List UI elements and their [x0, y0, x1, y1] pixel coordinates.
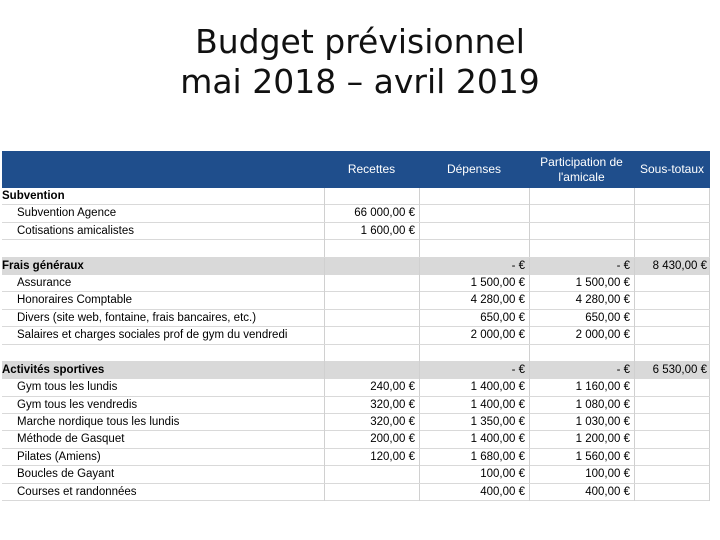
- cell-depenses: 1 500,00 €: [419, 275, 529, 292]
- cell-sous-total: [634, 275, 710, 292]
- row-label: [2, 240, 324, 257]
- cell-participation: [529, 240, 634, 257]
- table-header: [2, 151, 710, 188]
- header-sous-totaux: Sous-totaux: [639, 162, 705, 176]
- cell-recettes: [324, 240, 419, 257]
- row-label: [2, 345, 324, 362]
- cell-sous-total: 8 430,00 €: [634, 258, 710, 275]
- row-label: Gym tous les vendredis: [17, 398, 138, 411]
- title-line-2: mai 2018 – avril 2019: [180, 62, 540, 101]
- cell-recettes: 240,00 €: [324, 379, 419, 396]
- row-label: Subvention Agence: [17, 207, 117, 220]
- cell-participation: 1 030,00 €: [529, 414, 634, 431]
- header-recettes: Recettes: [347, 162, 396, 176]
- cell-sous-total: [634, 188, 710, 205]
- cell-recettes: 200,00 €: [324, 431, 419, 448]
- row-label: Cotisations amicalistes: [17, 224, 134, 237]
- row-label: Subvention: [2, 190, 65, 202]
- cell-depenses: 650,00 €: [419, 310, 529, 327]
- table-row: [2, 223, 710, 240]
- cell-participation: [529, 188, 634, 205]
- cell-depenses: - €: [419, 258, 529, 275]
- cell-recettes: [324, 466, 419, 483]
- cell-recettes: 320,00 €: [324, 397, 419, 414]
- cell-sous-total: [634, 397, 710, 414]
- cell-recettes: [324, 327, 419, 344]
- section-row: [2, 188, 710, 205]
- cell-depenses: 400,00 €: [419, 484, 529, 501]
- cell-sous-total: [634, 223, 710, 240]
- title-line-1: Budget prévisionnel: [195, 22, 525, 61]
- cell-depenses: [419, 188, 529, 205]
- row-label: Courses et randonnées: [17, 485, 137, 498]
- cell-recettes: [324, 258, 419, 275]
- cell-participation: 400,00 €: [529, 484, 634, 501]
- cell-participation: 1 080,00 €: [529, 397, 634, 414]
- cell-depenses: 1 400,00 €: [419, 431, 529, 448]
- cell-depenses: [419, 205, 529, 222]
- cell-participation: - €: [529, 258, 634, 275]
- cell-depenses: 2 000,00 €: [419, 327, 529, 344]
- cell-sous-total: [634, 414, 710, 431]
- cell-recettes: [324, 292, 419, 309]
- table-row: [2, 379, 710, 396]
- header-participation: Participation de l'amicale: [540, 154, 623, 184]
- cell-recettes: 1 600,00 €: [324, 223, 419, 240]
- cell-recettes: 66 000,00 €: [324, 205, 419, 222]
- row-label: Marche nordique tous les lundis: [17, 416, 180, 429]
- table-row: [2, 414, 710, 431]
- budget-table: [2, 151, 710, 501]
- section-row: [2, 258, 710, 275]
- cell-sous-total: [634, 310, 710, 327]
- cell-recettes: 120,00 €: [324, 449, 419, 466]
- cell-depenses: - €: [419, 362, 529, 379]
- cell-recettes: [324, 275, 419, 292]
- cell-sous-total: [634, 449, 710, 466]
- cell-participation: 1 160,00 €: [529, 379, 634, 396]
- table-row: [2, 205, 710, 222]
- header-depenses: Dépenses: [446, 162, 502, 176]
- section-row: [2, 362, 710, 379]
- table-row: [2, 327, 710, 344]
- cell-depenses: 100,00 €: [419, 466, 529, 483]
- cell-participation: [529, 345, 634, 362]
- cell-participation: [529, 223, 634, 240]
- table-row: [2, 466, 710, 483]
- cell-depenses: [419, 240, 529, 257]
- row-label: Salaires et charges sociales prof de gym du vendredi: [17, 329, 288, 342]
- cell-sous-total: [634, 240, 710, 257]
- row-label: Divers (site web, fontaine, frais bancaires, etc.): [17, 311, 257, 324]
- cell-sous-total: [634, 327, 710, 344]
- row-label: Méthode de Gasquet: [17, 433, 125, 446]
- cell-depenses: 1 400,00 €: [419, 379, 529, 396]
- page-title: [0, 22, 720, 102]
- row-label: Assurance: [17, 276, 72, 289]
- cell-depenses: 1 680,00 €: [419, 449, 529, 466]
- row-label: Activités sportives: [2, 363, 105, 376]
- table-row: [2, 431, 710, 448]
- cell-depenses: 4 280,00 €: [419, 292, 529, 309]
- cell-sous-total: [634, 431, 710, 448]
- row-label: Gym tous les lundis: [17, 381, 118, 394]
- table-row: [2, 292, 710, 309]
- cell-depenses: 1 400,00 €: [419, 397, 529, 414]
- table-row: [2, 275, 710, 292]
- table-row: [2, 240, 710, 257]
- cell-participation: 1 500,00 €: [529, 275, 634, 292]
- cell-participation: - €: [529, 362, 634, 379]
- cell-recettes: [324, 188, 419, 205]
- cell-recettes: [324, 345, 419, 362]
- row-label: Honoraires Comptable: [17, 294, 133, 307]
- cell-depenses: [419, 223, 529, 240]
- cell-participation: [529, 205, 634, 222]
- cell-sous-total: [634, 205, 710, 222]
- table-row: [2, 397, 710, 414]
- row-label: Pilates (Amiens): [17, 450, 101, 463]
- cell-sous-total: [634, 345, 710, 362]
- cell-recettes: [324, 362, 419, 379]
- cell-depenses: 1 350,00 €: [419, 414, 529, 431]
- row-label: Frais généraux: [2, 259, 84, 272]
- table-row: [2, 310, 710, 327]
- cell-participation: 2 000,00 €: [529, 327, 634, 344]
- cell-recettes: [324, 484, 419, 501]
- cell-participation: 1 200,00 €: [529, 431, 634, 448]
- table-row: [2, 345, 710, 362]
- row-label: Boucles de Gayant: [17, 468, 115, 481]
- cell-sous-total: [634, 292, 710, 309]
- cell-sous-total: [634, 466, 710, 483]
- cell-depenses: [419, 345, 529, 362]
- table-body: [2, 188, 710, 501]
- cell-sous-total: 6 530,00 €: [634, 362, 710, 379]
- cell-recettes: [324, 310, 419, 327]
- cell-sous-total: [634, 379, 710, 396]
- table-row: [2, 449, 710, 466]
- cell-participation: 100,00 €: [529, 466, 634, 483]
- cell-sous-total: [634, 484, 710, 501]
- cell-recettes: 320,00 €: [324, 414, 419, 431]
- table-row: [2, 484, 710, 501]
- cell-participation: 1 560,00 €: [529, 449, 634, 466]
- cell-participation: 4 280,00 €: [529, 292, 634, 309]
- cell-participation: 650,00 €: [529, 310, 634, 327]
